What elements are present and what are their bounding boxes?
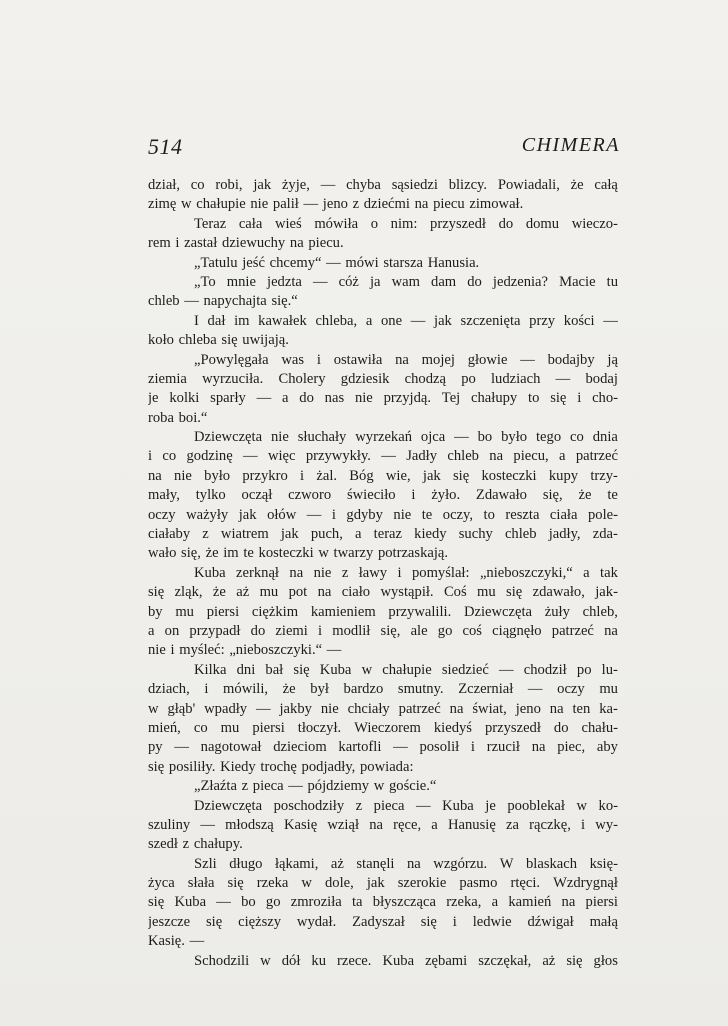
text-line: życa słała się rzeka w dole, jak szerokie pasmo rtęci. Wzdrygnął	[148, 875, 618, 892]
text-line: mień, co mu piersi tłoczył. Wieczorem kiedyś przyszedł do chału-	[148, 719, 618, 736]
text-line: Schodzili w dół ku rzece. Kuba zębami szczękał, aż się głos	[194, 952, 618, 969]
text-line: się Kuba — bo go zmroziła ta błyszcząca rzeka, a kamień na piersi	[148, 894, 618, 911]
page-header	[148, 134, 620, 164]
text-line: zimę w chałupie nie palił — jeno z dziećmi na piecu zimował.	[148, 196, 524, 213]
text-line: dział, co robi, jak żyje, — chyba sąsiedzi blizcy. Powiadali, że całą	[148, 177, 618, 193]
text-line: Dziewczęta poschodziły z pieca — Kuba je pooblekał w ko-	[194, 797, 618, 814]
text-line: szuliny — młodszą Kasię wziął na ręce, a Hanusię za rączkę, i wy-	[148, 816, 618, 833]
text-line: się zląk, że aż mu pot na ciało wystąpił. Coś mu się zdawało, jak-	[148, 584, 618, 601]
text-line: je kolki sparły — a do nas nie przyjdą. Tej chałupy to się i cho-	[148, 390, 618, 407]
text-line: szedł z chałupy.	[148, 836, 243, 853]
text-line: nie i myśleć: „nieboszczyki.“ —	[148, 642, 342, 659]
text-line: I dał im kawałek chleba, a one — jak szczenięta przy kości —	[194, 312, 618, 329]
text-line: „To mnie jedzta — cóż ja wam dam do jedzenia? Macie tu	[194, 273, 618, 290]
text-line: na nie było przykro i żal. Bóg wie, jak się kosteczki kupy trzy-	[148, 467, 618, 484]
text-line: chleb — napychajta się.“	[148, 293, 298, 310]
text-line: Teraz cała wieś mówiła o nim: przyszedł do domu wieczo-	[194, 215, 618, 232]
body-text	[148, 176, 618, 971]
text-line: ciałaby z wiatrem jak puch, a teraz kiedy suchy chleb jadły, zda-	[148, 526, 618, 543]
text-line: w głąb' wpadły — jakby nie chciały patrzeć na świat, jeno na ten ka-	[148, 700, 618, 717]
text-line: „Złaźta z pieca — pójdziemy w goście.“	[194, 778, 437, 795]
text-line: koło chleba się uwijają.	[148, 332, 289, 349]
text-line: się posiliły. Kiedy trochę podjadły, powiada:	[148, 758, 414, 775]
running-title: CHIMERA	[521, 134, 620, 156]
text-line: Kasię. —	[148, 933, 205, 950]
text-line: Kilka dni bał się Kuba w chałupie siedzieć — chodził po lu-	[194, 661, 618, 678]
text-line: „Tatulu jeść chcemy“ — mówi starsza Hanusia.	[194, 254, 480, 271]
text-line: jeszcze się cięższy wydał. Zadyszał się i ledwie dźwigał małą	[148, 913, 618, 930]
text-line: Kuba zerknął na nie z ławy i pomyślał: „nieboszczyki,“ a tak	[194, 564, 618, 581]
text-line: py — nagotował dzieciom kartofli — posolił i rzucił na piec, aby	[148, 739, 618, 756]
text-line: rem i zastał dziewuchy na piecu.	[148, 235, 344, 252]
text-line: oczy ważyły jak ołów — i gdyby nie te oczy, to reszta ciała pole-	[148, 506, 618, 523]
text-line: i co godzinę — więc przywykły. — Jadły chleb na piecu, a patrzeć	[148, 448, 618, 465]
text-line: ziemia wyrzuciła. Cholery gdziesik chodzą po ludziach — bodaj	[148, 370, 618, 387]
text-line: wało się, że im te kosteczki w twarzy potrzaskają.	[148, 545, 449, 562]
page-number: 514	[148, 134, 183, 159]
text-line: by mu piersi ciężkim kamieniem przywalili. Dziewczęta żuły chleb,	[148, 603, 618, 620]
text-line: roba boi.“	[148, 409, 208, 426]
text-line: Szli długo łąkami, aż stanęli na wzgórzu. W blaskach księ-	[194, 855, 618, 872]
text-line: a on przypadł do ziemi i modlił się, ale go coś ciągnęło patrzeć na	[148, 622, 618, 639]
text-line: mały, tylko oczął czworo świeciło i żyło. Zdawało się, że te	[148, 487, 618, 504]
text-line: „Powylęgała was i ostawiła na mojej głowie — bodajby ją	[194, 351, 618, 368]
text-line: Dziewczęta nie słuchały wyrzekań ojca — bo było tego co dnia	[194, 429, 618, 446]
text-line: dziach, i mówili, że był bardzo smutny. Zczerniał — oczy mu	[148, 681, 618, 698]
